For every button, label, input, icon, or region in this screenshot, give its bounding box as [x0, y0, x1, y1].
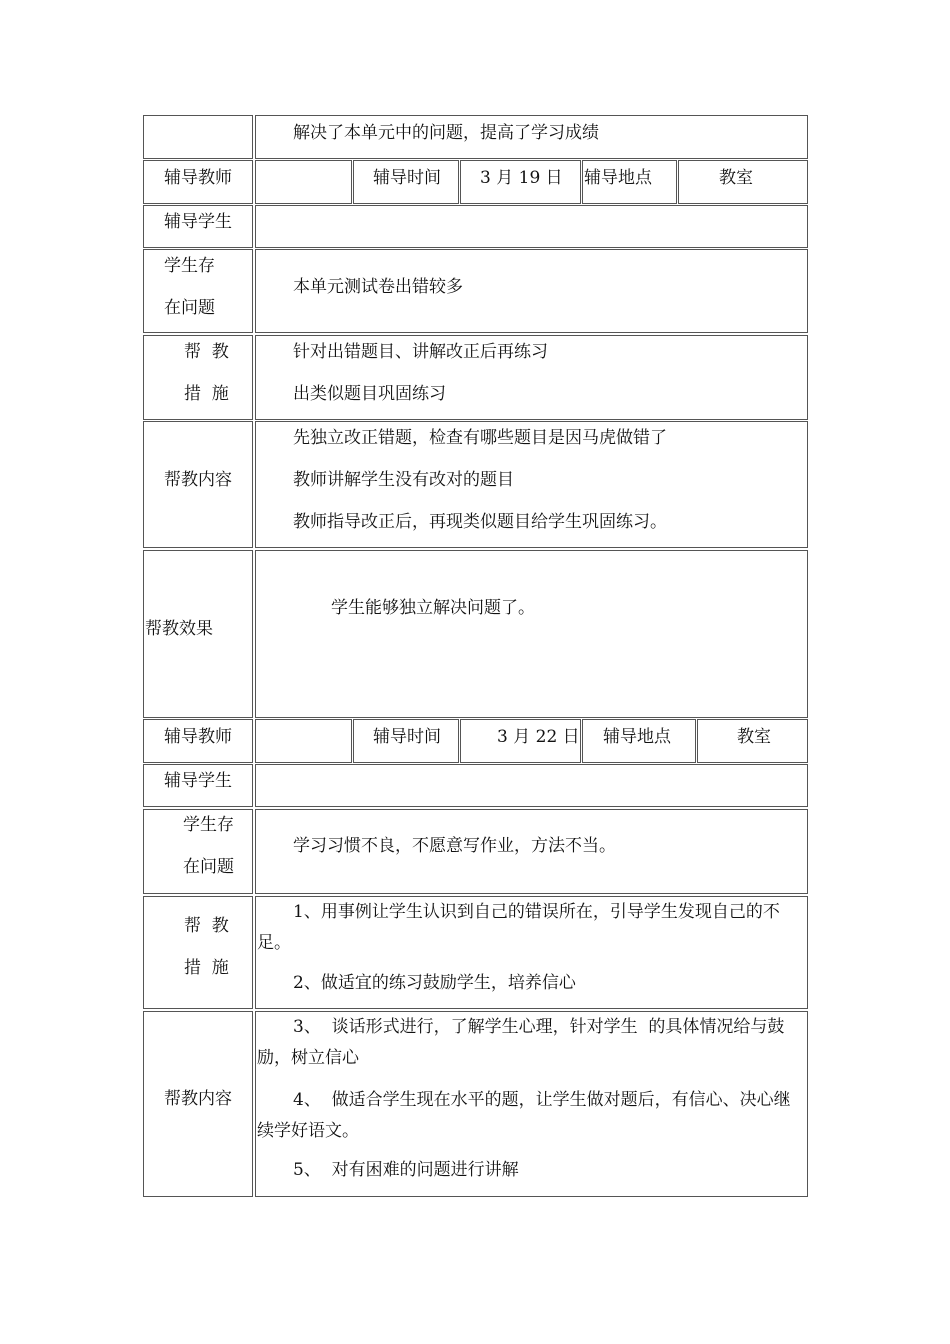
s1-measure-item-2: 出类似题目巩固练习: [293, 384, 446, 404]
s1-content-item-3: 教师指导改正后，再现类似题目给学生巩固练习。: [293, 512, 667, 532]
s1-student-value-cell: [255, 205, 808, 248]
s2-teacher-value-cell: [255, 719, 352, 763]
s1-problem-label-line1: 学生存: [164, 256, 215, 276]
s1-measure-item-1: 针对出错题目、讲解改正后再练习: [293, 342, 548, 362]
s2-place-label: 辅导地点: [603, 727, 671, 747]
s2-place-value: 教室: [737, 727, 771, 747]
s2-student-value-cell: [255, 764, 808, 807]
s1-teacher-label: 辅导教师: [164, 168, 232, 188]
s1-content-label: 帮教内容: [164, 470, 232, 490]
s1-student-label: 辅导学生: [164, 212, 232, 232]
s2-content-item-2: 4、 做适合学生现在水平的题，让学生做对题后，有信心、决心继续学好语文。: [257, 1090, 791, 1141]
s1-time-label: 辅导时间: [373, 168, 441, 188]
s1-content-item-2: 教师讲解学生没有改对的题目: [293, 470, 514, 490]
s1-problem-label-line2: 在问题: [164, 298, 215, 318]
s2-measure-label-line2: 措 施: [184, 958, 229, 978]
s2-content-item-3: 5、 对有困难的问题进行讲解: [293, 1160, 519, 1180]
s1-measure-label-line2: 措 施: [184, 384, 229, 404]
s2-problem-text: 学习习惯不良，不愿意写作业，方法不当。: [293, 836, 616, 856]
s1-effect-text: 学生能够独立解决问题了。: [331, 598, 535, 618]
s1-content-item-1: 先独立改正错题，检查有哪些题目是因马虎做错了: [293, 428, 667, 448]
row0-content-text: 解决了本单元中的问题，提高了学习成绩: [293, 123, 599, 143]
s2-student-label: 辅导学生: [164, 771, 232, 791]
s1-effect-text-cell: [255, 550, 808, 718]
s1-teacher-value-cell: [255, 160, 352, 204]
s2-content-item-1: 3、 谈话形式进行，了解学生心理，针对学生 的具体情况给与鼓励，树立信心: [257, 1017, 785, 1068]
s2-problem-label-line1: 学生存: [183, 815, 234, 835]
s2-time-label: 辅导时间: [373, 727, 441, 747]
s1-time-value: 3 月 19 日: [480, 168, 563, 188]
s2-problem-label-line2: 在问题: [183, 857, 234, 877]
s1-measure-label-line1: 帮 教: [184, 342, 229, 362]
s2-measure-item-2: 2、做适宜的练习鼓励学生，培养信心: [293, 973, 576, 993]
s2-measure-label-cell: [143, 896, 253, 1009]
s1-place-label: 辅导地点: [584, 168, 652, 188]
s2-measure-label-line1: 帮 教: [184, 916, 229, 936]
s1-place-value: 教室: [719, 168, 753, 188]
s1-effect-label: 帮教效果: [145, 619, 213, 639]
row0-label-cell: [143, 115, 253, 159]
s1-problem-text: 本单元测试卷出错较多: [293, 277, 463, 297]
s2-content-label: 帮教内容: [164, 1089, 232, 1109]
s2-teacher-label: 辅导教师: [164, 727, 232, 747]
s2-time-value: 3 月 22 日: [497, 727, 580, 747]
s2-measure-item-1: 1、用事例让学生认识到自己的错误所在，引导学生发现自己的不足。: [257, 902, 780, 953]
